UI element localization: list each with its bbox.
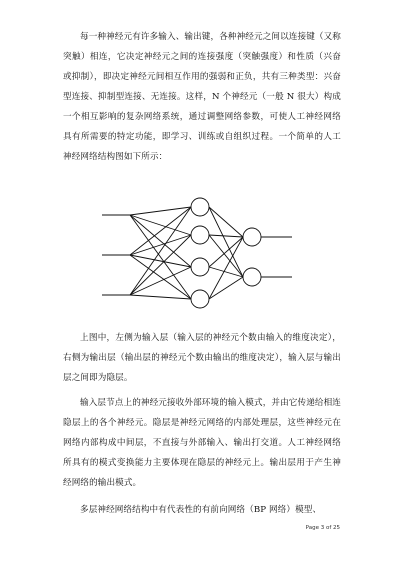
hidden-node-3 [191,258,209,276]
hidden-node-1 [191,198,209,216]
hidden-node-4 [191,290,209,308]
paragraph-intro: 每一种神经元有许多输入、输出键，各种神经元之间以连接键（又称突触）相连，它决定神经元之间的连接强度（突触强度）和性质（兴奋或抑制），即决定神经元间相互作用的强弱和正负，共有三种类型：兴奋型连接、抑制型连接、无连接。这样，N 个神经元（一般 N 很大）构成一个相互影响的复杂网络系统，通过调整网络参数，可使人工神经网络具有所需要的特定功能，即学习、训练或自组织过程。一个简单的人工神经网络结构图如下所示： [63,32,341,162]
neural-network-diagram [100,195,295,325]
paragraph-layers: 上图中，左侧为输入层（输入层的神经元个数由输入的维度决定），右侧为输出层（输出层的神经元个数由输出的维度决定），输入层与输出层之间即为隐层。 [63,333,341,383]
page-number: Page 3 of 25 [305,525,340,531]
paragraph-models: 多层神经网络结构中有代表性的有前向网络（BP 网络）模型、 [80,505,322,515]
output-node-2 [243,268,261,286]
hidden-node-2 [191,226,209,244]
output-node-1 [243,228,261,246]
paragraph-hidden-layer: 输入层节点上的神经元接收外部环境的输入模式，并由它传递给相连隐层上的各个神经元。隐层是神经元网络的内部处理层，这些神经元在网络内部构成中间层，不直接与外部输入、输出打交道。人工神经网络所具有的模式变换能力主要体现在隐层的神经元上。输出层用于产生神经网络的输出模式。 [63,398,341,488]
